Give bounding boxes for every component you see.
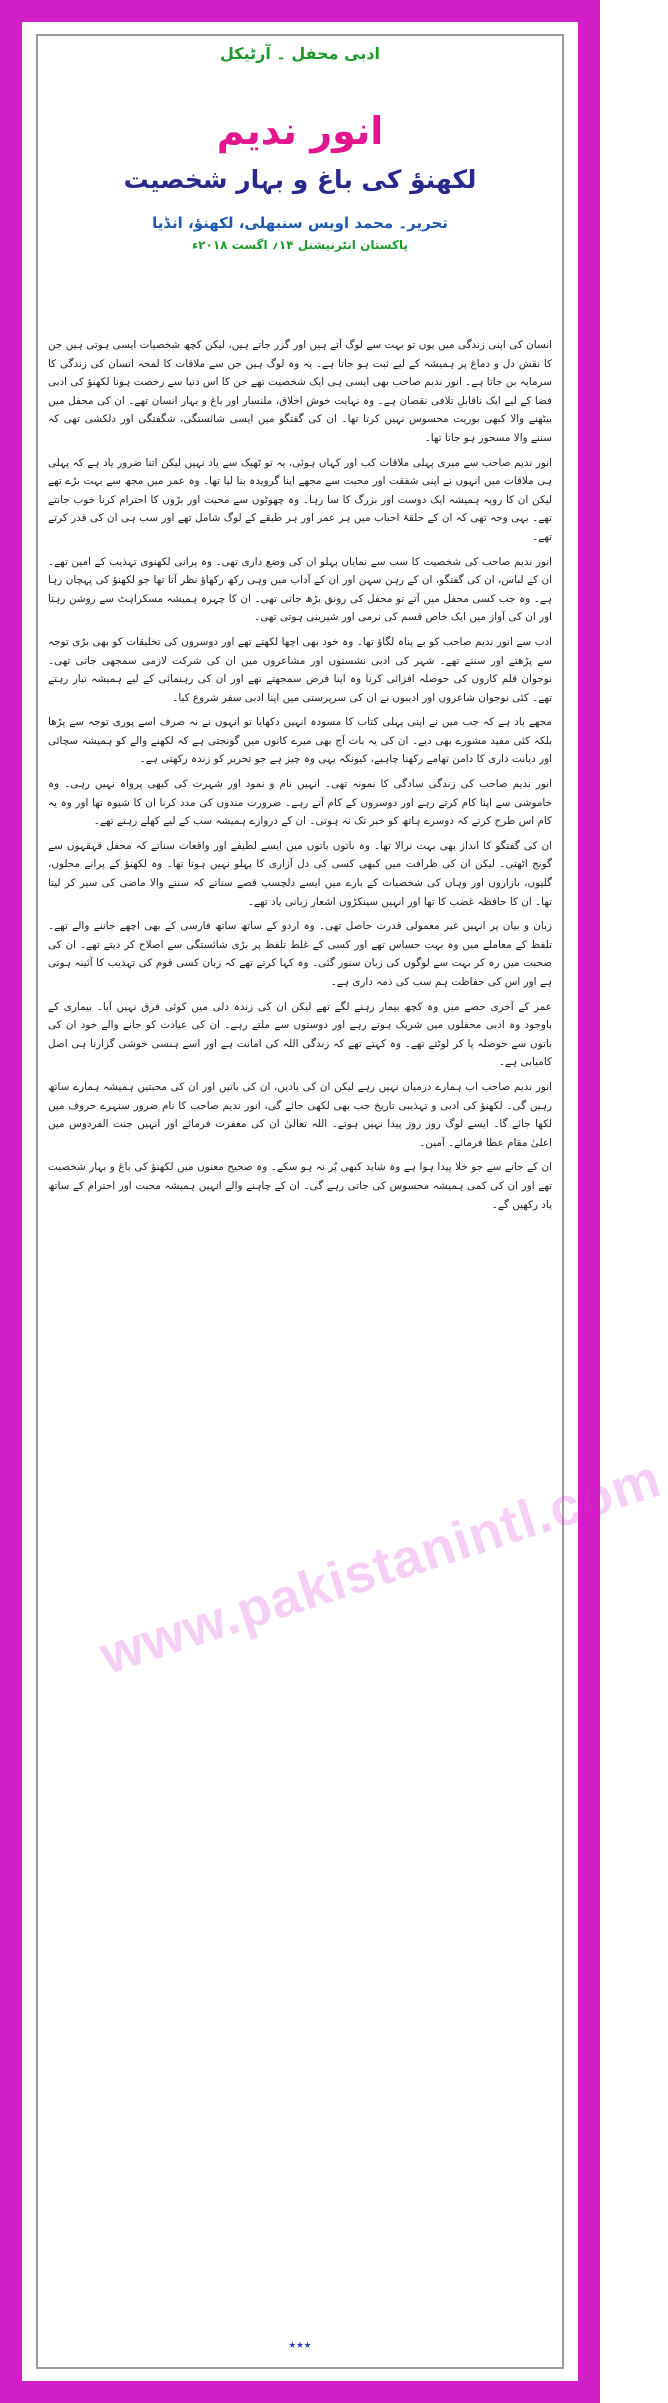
paragraph: انور ندیم صاحب اب ہمارے درمیان نہیں رہے لیکن ان کی یادیں، ان کی باتیں اور ان کی محبتیں ہمیشہ ہمارے ساتھ رہیں گی۔ لکھنؤ کی ادبی و تہذیبی تاریخ جب بھی لکھی جائے گی، انور ندیم صاحب کا نام ضرور سنہرے حروف میں لکھا جائے گا۔ ایسے لوگ روز روز پیدا نہیں ہوتے۔ اللہ تعالیٰ ان کی مغفرت فرمائے اور انہیں جنت الفردوس میں اعلیٰ مقام عطا فرمائے۔ آمین۔ xyxy=(48,1080,552,1149)
paragraph: زبان و بیان پر انہیں غیر معمولی قدرت حاصل تھی۔ وہ اردو کے ساتھ ساتھ فارسی کے بھی اچھے جاننے والے تھے۔ تلفظ کے معاملے میں وہ بہت حساس تھے اور کسی کے غلط تلفظ پر بڑی شائستگی سے اصلاح کر دیتے تھے۔ ان کی صحبت میں رہ کر بہت سے لوگوں کی زبان سنور گئی۔ وہ کہا کرتے تھے کہ زبان کسی قوم کی تہذیب کا آئینہ ہوتی ہے اور اس کی حفاظت ہم سب کی ذمہ داری ہے۔ xyxy=(48,920,552,988)
article-panel xyxy=(36,34,668,2369)
paragraph: مجھے یاد ہے کہ جب میں نے اپنی پہلی کتاب کا مسودہ انہیں دکھایا تو انہوں نے نہ صرف اسے پوری توجہ سے پڑھا بلکہ کئی مفید مشورے بھی دیے۔ ان کی یہ بات آج بھی میرے کانوں میں گونجتی ہے کہ لکھنے والے کو ہمیشہ سچائی اور دیانت داری کا دامن تھامے رکھنا چاہیے، کیونکہ یہی وہ چیز ہے جو تحریر کو زندہ رکھتی ہے۔ xyxy=(48,716,552,766)
author-byline: تحریر۔ محمد اویس سنبھلی، لکھنؤ، انڈیا xyxy=(152,214,448,232)
paragraph: ان کے جانے سے جو خلا پیدا ہوا ہے وہ شاید کبھی پُر نہ ہو سکے۔ وہ صحیح معنوں میں لکھنؤ کی باغ و بہار شخصیت تھے اور ان کی کمی ہمیشہ محسوس کی جاتی رہے گی۔ ان کے چاہنے والے انہیں ہمیشہ محبت اور احترام کے ساتھ یاد رکھیں گے۔ xyxy=(48,1161,552,1211)
site-watermark: www.pakistanintl.com xyxy=(93,1448,668,1686)
paragraph: ان کی گفتگو کا انداز بھی بہت نرالا تھا۔ وہ باتوں باتوں میں ایسے لطیفے اور واقعات سناتے کہ محفل قہقہوں سے گونج اٹھتی۔ لیکن ان کی ظرافت میں کبھی کسی کی دل آزاری کا پہلو نہیں ہوتا تھا۔ وہ لکھنؤ کے پرانے محلوں، گلیوں، بازاروں اور وہاں کی شخصیات کے بارے میں ایسے دلچسپ قصے سناتے کہ سننے والا ماضی کی سیر کر لیتا تھا۔ ان کا حافظہ غضب کا تھا اور انہیں سینکڑوں اشعار زبانی یاد تھے۔ xyxy=(48,839,552,908)
category-label: ادبی محفل ۔ آرٹیکل xyxy=(219,44,381,63)
publication-dateline: پاکستان انٹرنیشنل ۱۴؍ اگست ۲۰۱۸ء xyxy=(192,238,408,252)
article-header xyxy=(38,44,562,252)
end-mark: ٭٭٭ xyxy=(288,2337,312,2353)
paragraph: انسان کی اپنی زندگی میں یوں تو بہت سے لوگ آتے ہیں اور گزر جاتے ہیں، لیکن کچھ شخصیات ایسی ہوتی ہیں جن کا نقش دل و دماغ پر ہمیشہ کے لیے ثبت ہو جاتا ہے۔ یہ وہ لوگ ہیں جن سے ملاقات کا لمحہ انسان کی زندگی کا سرمایہ بن جاتا ہے۔ انور ندیم صاحب بھی ایسی ہی ایک شخصیت تھے جن کا اس دنیا سے رخصت ہونا لکھنؤ کی ادبی فضا کے لیے ایک ناقابلِ تلافی نقصان ہے۔ وہ نہایت خوش اخلاق، ملنسار اور باغ و بہار انسان تھے۔ ان کی محفل میں بیٹھنے والا کبھی بوریت محسوس نہیں کرتا تھا۔ ان کی گفتگو میں ایسی شائستگی، شگفتگی اور دلکشی تھی کہ سننے والا مسحور ہو جاتا تھا۔ xyxy=(48,339,552,444)
paragraph: انور ندیم صاحب کی زندگی سادگی کا نمونہ تھی۔ انہیں نام و نمود اور شہرت کی کبھی پرواہ نہیں رہی۔ وہ خاموشی سے اپنا کام کرتے رہے اور دوسروں کے کام آتے رہے۔ ضرورت مندوں کی مدد کرنا ان کا شیوہ تھا اور وہ یہ کام اس طرح کرتے کہ دوسرے ہاتھ کو خبر تک نہ ہوتی۔ ان کے دروازے ہمیشہ سب کے لیے کھلے رہتے تھے۔ xyxy=(48,778,552,828)
article-subtitle: لکھنؤ کی باغ و بہار شخصیت xyxy=(123,165,477,194)
paragraph: انور ندیم صاحب کی شخصیت کا سب سے نمایاں پہلو ان کی وضع داری تھی۔ وہ پرانی لکھنوی تہذیب کے امین تھے۔ ان کے لباس، ان کی گفتگو، ان کے رہن سہن اور ان کے آداب میں وہی رکھ رکھاؤ نظر آتا تھا جو لکھنؤ کی پہچان رہا ہے۔ وہ جب کسی محفل میں آتے تو محفل کی رونق بڑھ جاتی تھی۔ ان کا چہرہ ہمیشہ مسکراہٹ سے روشن رہتا اور ان کی آواز میں ایک خاص قسم کی نرمی اور شیرینی ہوتی تھی۔ xyxy=(48,555,552,624)
paragraph: عمر کے آخری حصے میں وہ کچھ بیمار رہنے لگے تھے لیکن ان کی زندہ دلی میں کوئی فرق نہیں آیا۔ بیماری کے باوجود وہ ادبی محفلوں میں شریک ہوتے رہے اور دوستوں سے ملتے رہے۔ ان کی عیادت کو جانے والے خود ان کی باتوں سے حوصلہ پا کر لوٹتے تھے۔ وہ کہتے تھے کہ زندگی اللہ کی امانت ہے اور اسے ہنسی خوشی گزارنا ہی اصل کامیابی ہے۔ xyxy=(48,1000,552,1069)
paragraph: انور ندیم صاحب سے میری پہلی ملاقات کب اور کہاں ہوئی، یہ تو ٹھیک سے یاد نہیں لیکن اتنا ضرور یاد ہے کہ پہلی ہی ملاقات میں انہوں نے اپنی شفقت اور محبت سے مجھے اپنا گرویدہ بنا لیا تھا۔ وہ عمر میں مجھ سے بہت بڑے تھے لیکن ان کا رویہ ہمیشہ ایک دوست اور بزرگ کا سا رہا۔ وہ چھوٹوں سے محبت اور بڑوں کا احترام کرنا خوب جانتے تھے۔ یہی وجہ تھی کہ ان کے حلقۂ احباب میں ہر عمر اور ہر طبقے کے لوگ شامل تھے اور سب ہی ان کی قدر کرتے تھے۔ xyxy=(48,456,552,543)
article-title: انور ندیم xyxy=(216,109,384,153)
article-body xyxy=(48,336,552,2321)
paragraph: ادب سے انور ندیم صاحب کو بے پناہ لگاؤ تھا۔ وہ خود بھی اچھا لکھتے تھے اور دوسروں کی تخلیقات کو بھی بڑی توجہ سے پڑھتے اور سنتے تھے۔ شہر کی ادبی نشستوں اور مشاعروں میں ان کی شرکت لازمی سمجھی جاتی تھی۔ نوجوان قلم کاروں کی حوصلہ افزائی کرنا وہ اپنا فرض سمجھتے تھے اور ان کی رہنمائی کے لیے ہمیشہ تیار رہتے تھے۔ کئی نوجوان شاعروں اور ادیبوں نے ان کی سرپرستی میں اپنا ادبی سفر شروع کیا۔ xyxy=(48,635,552,704)
